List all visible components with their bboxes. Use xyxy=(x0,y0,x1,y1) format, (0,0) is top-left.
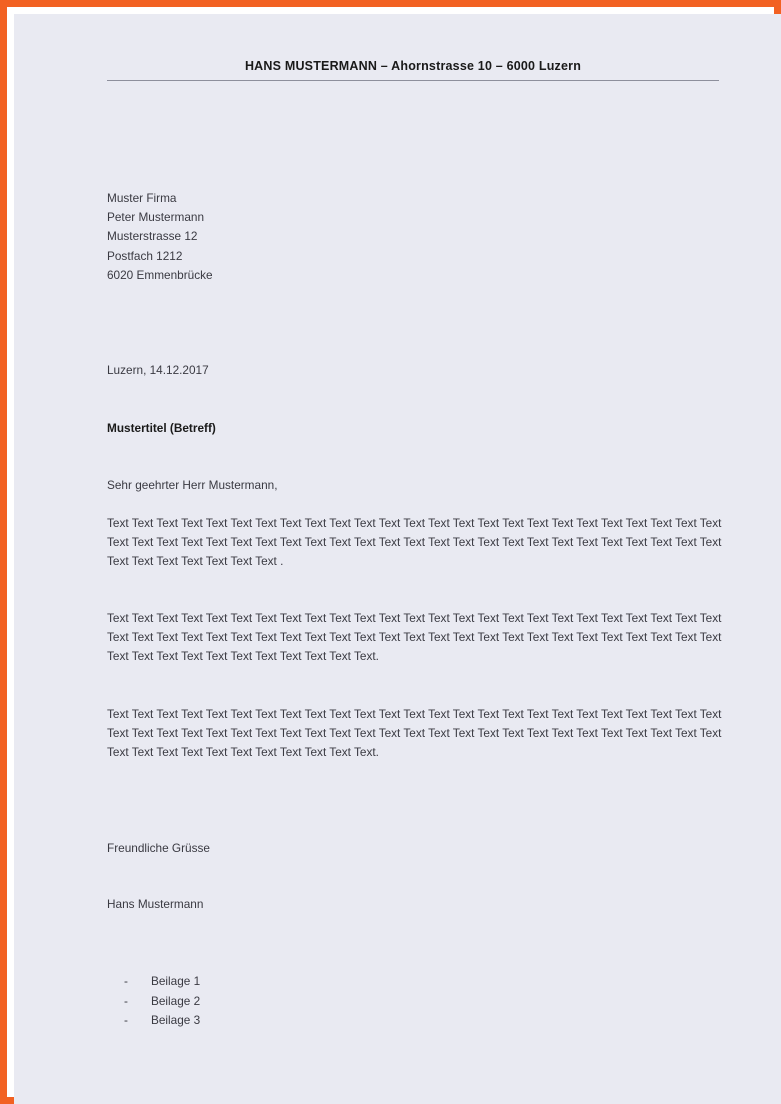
list-item xyxy=(124,972,200,992)
address-line: Peter Mustermann xyxy=(107,210,205,225)
letterhead-title: HANS MUSTERMANN – Ahornstrasse 10 – 6000 Luzern xyxy=(107,59,719,81)
enclosure-label: Beilage 3 xyxy=(151,1013,201,1027)
letter-body xyxy=(14,14,781,1104)
bullet-dash-icon: - xyxy=(124,993,128,1008)
body-paragraph: Text Text Text Text Text Text Text Text Text Text Text Text Text Text Text Text Text Text Text Text Text Text Text Text Text Text Text Text Text Text Text Text Text Text Text Text Text Text Text Text Text Text Text Text Text Text Text Text Text Text Text Text Text Text Text Text Text Text Text Text Text. xyxy=(107,707,722,760)
address-line: Musterstrasse 12 xyxy=(107,229,198,244)
body-paragraph: Text Text Text Text Text Text Text Text Text Text Text Text Text Text Text Text Text Text Text Text Text Text Text Text Text Text Text Text Text Text Text Text Text Text Text Text Text Text Text Text Text Text Text Text Text Text Text Text Text Text Text Text Text Text Text Text Text . xyxy=(107,516,722,569)
address-line: Muster Firma xyxy=(107,191,177,205)
body-paragraph: Text Text Text Text Text Text Text Text Text Text Text Text Text Text Text Text Text Text Text Text Text Text Text Text Text Text Text Text Text Text Text Text Text Text Text Text Text Text Text Text Text Text Text Text Text Text Text Text Text Text Text Text Text Text Text Text Text Text Text Text Text. xyxy=(107,611,722,664)
salutation: Sehr geehrter Herr Mustermann, xyxy=(107,478,278,492)
enclosure-list xyxy=(124,972,200,1031)
closing-phrase: Freundliche Grüsse xyxy=(107,841,210,855)
bullet-dash-icon: - xyxy=(124,1013,128,1027)
address-line: Postfach 1212 xyxy=(107,248,183,263)
signature-name: Hans Mustermann xyxy=(107,897,204,911)
enclosure-label: Beilage 2 xyxy=(151,993,201,1008)
address-line: 6020 Emmenbrücke xyxy=(107,267,213,282)
document-sheet xyxy=(14,14,781,1104)
bullet-dash-icon: - xyxy=(124,974,128,988)
recipient-address-block xyxy=(107,189,213,285)
enclosure-label: Beilage 1 xyxy=(151,974,201,988)
list-item xyxy=(124,1011,200,1031)
list-item xyxy=(124,992,200,1012)
subject-line: Mustertitel (Betreff) xyxy=(107,421,216,435)
dateline: Luzern, 14.12.2017 xyxy=(107,363,209,377)
